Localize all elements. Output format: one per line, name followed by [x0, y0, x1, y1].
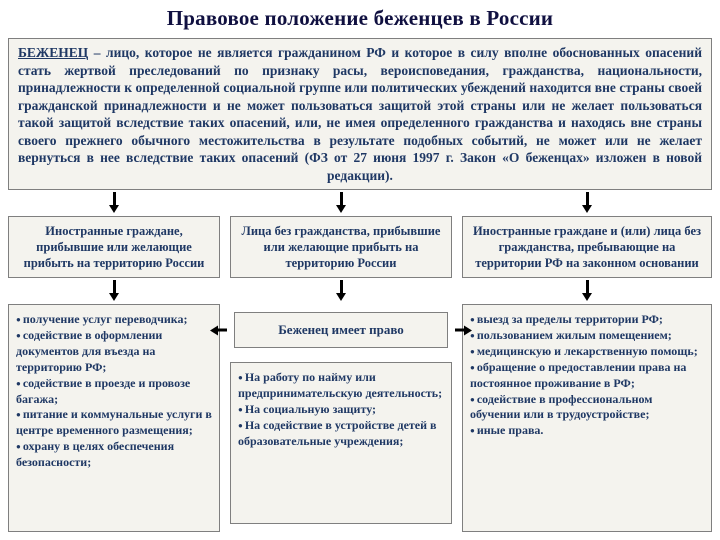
definition-term: БЕЖЕНЕЦ [18, 45, 89, 60]
list-item: ● иные права. [470, 423, 704, 439]
rights-list-left [16, 312, 212, 470]
arrow-right-icon [455, 329, 464, 332]
center-column [230, 304, 452, 532]
rights-list-right-box [462, 304, 712, 532]
list-item: ● На социальную защиту; [238, 402, 444, 418]
definition-box [8, 38, 712, 190]
arrow-down-icon [586, 280, 589, 293]
arrow-down-icon [340, 280, 343, 293]
arrow-down-icon [113, 280, 116, 293]
arrow-down-icon [340, 192, 343, 205]
category-box-foreign-citizens: Иностранные граждане, прибывшие или желающие прибыть на территорию России [8, 216, 220, 278]
list-item: ● содействие в профессиональном обучении или в трудоустройстве; [470, 392, 704, 424]
category-box-foreign-or-stateless: Иностранные граждане и (или) лица без гражданства, пребывающие на территории РФ на законном основании [462, 216, 712, 278]
rights-list-middle-box [230, 362, 452, 524]
list-item: ● получение услуг переводчика; [16, 312, 212, 328]
list-item: ● питание и коммунальные услуги в центре временного размещения; [16, 407, 212, 439]
list-item: ● На работу по найму или предпринимательскую деятельность; [238, 370, 444, 402]
page-title: Правовое положение беженцев в России [166, 6, 554, 30]
refugee-rights-title-box [234, 312, 448, 348]
list-item: ● медицинскую и лекарственную помощь; [470, 344, 704, 360]
arrow-left-icon [218, 329, 227, 332]
list-item: ● На содействие в устройстве детей в образовательные учреждения; [238, 418, 444, 450]
list-item: ● содействие в проезде и провозе багажа; [16, 376, 212, 408]
arrow-down-icon [113, 192, 116, 205]
rights-row [8, 304, 712, 532]
refugee-rights-title: Беженец имеет право [278, 322, 404, 338]
arrow-down-icon [586, 192, 589, 205]
list-item: ● выезд за пределы территории РФ; [470, 312, 704, 328]
category-row [8, 216, 712, 278]
rights-list-right [470, 312, 704, 439]
category-box-stateless-persons: Лица без гражданства, прибывшие или желающие прибыть на территорию России [230, 216, 452, 278]
list-item: ● содействие в оформлении документов для въезда на территорию РФ; [16, 328, 212, 375]
rights-list-middle [238, 370, 444, 449]
arrow-row-middle [8, 278, 712, 304]
rights-list-left-box [8, 304, 220, 532]
list-item: ● пользованием жилым помещением; [470, 328, 704, 344]
arrow-row-top [8, 190, 712, 216]
definition-body: – лицо, которое не является гражданином РФ и которое в силу вполне обоснованных опасений стать жертвой преследований по признаку расы, вероисповедания, гражданства, национальности, принадлежности к определенной социальной группе или политических убеждений находится вне страны своей гражданской принадлежности и не может пользоваться защитой этой страны или не желает пользоваться такой защитой вследствие таких опасений, или, не имея определенного гражданства и находясь вне страны своего прежнего обычного местожительства в результате подобных событий, не может или не желает вернуться в нее вследствие таких опасений (ФЗ от 27 июня 1997 г. Закон «О беженцах» изложен в новой редакции). [18, 45, 702, 183]
list-item: ● охрану в целях обеспечения безопасности; [16, 439, 212, 471]
list-item: ● обращение о предоставлении права на постоянное проживание в РФ; [470, 360, 704, 392]
